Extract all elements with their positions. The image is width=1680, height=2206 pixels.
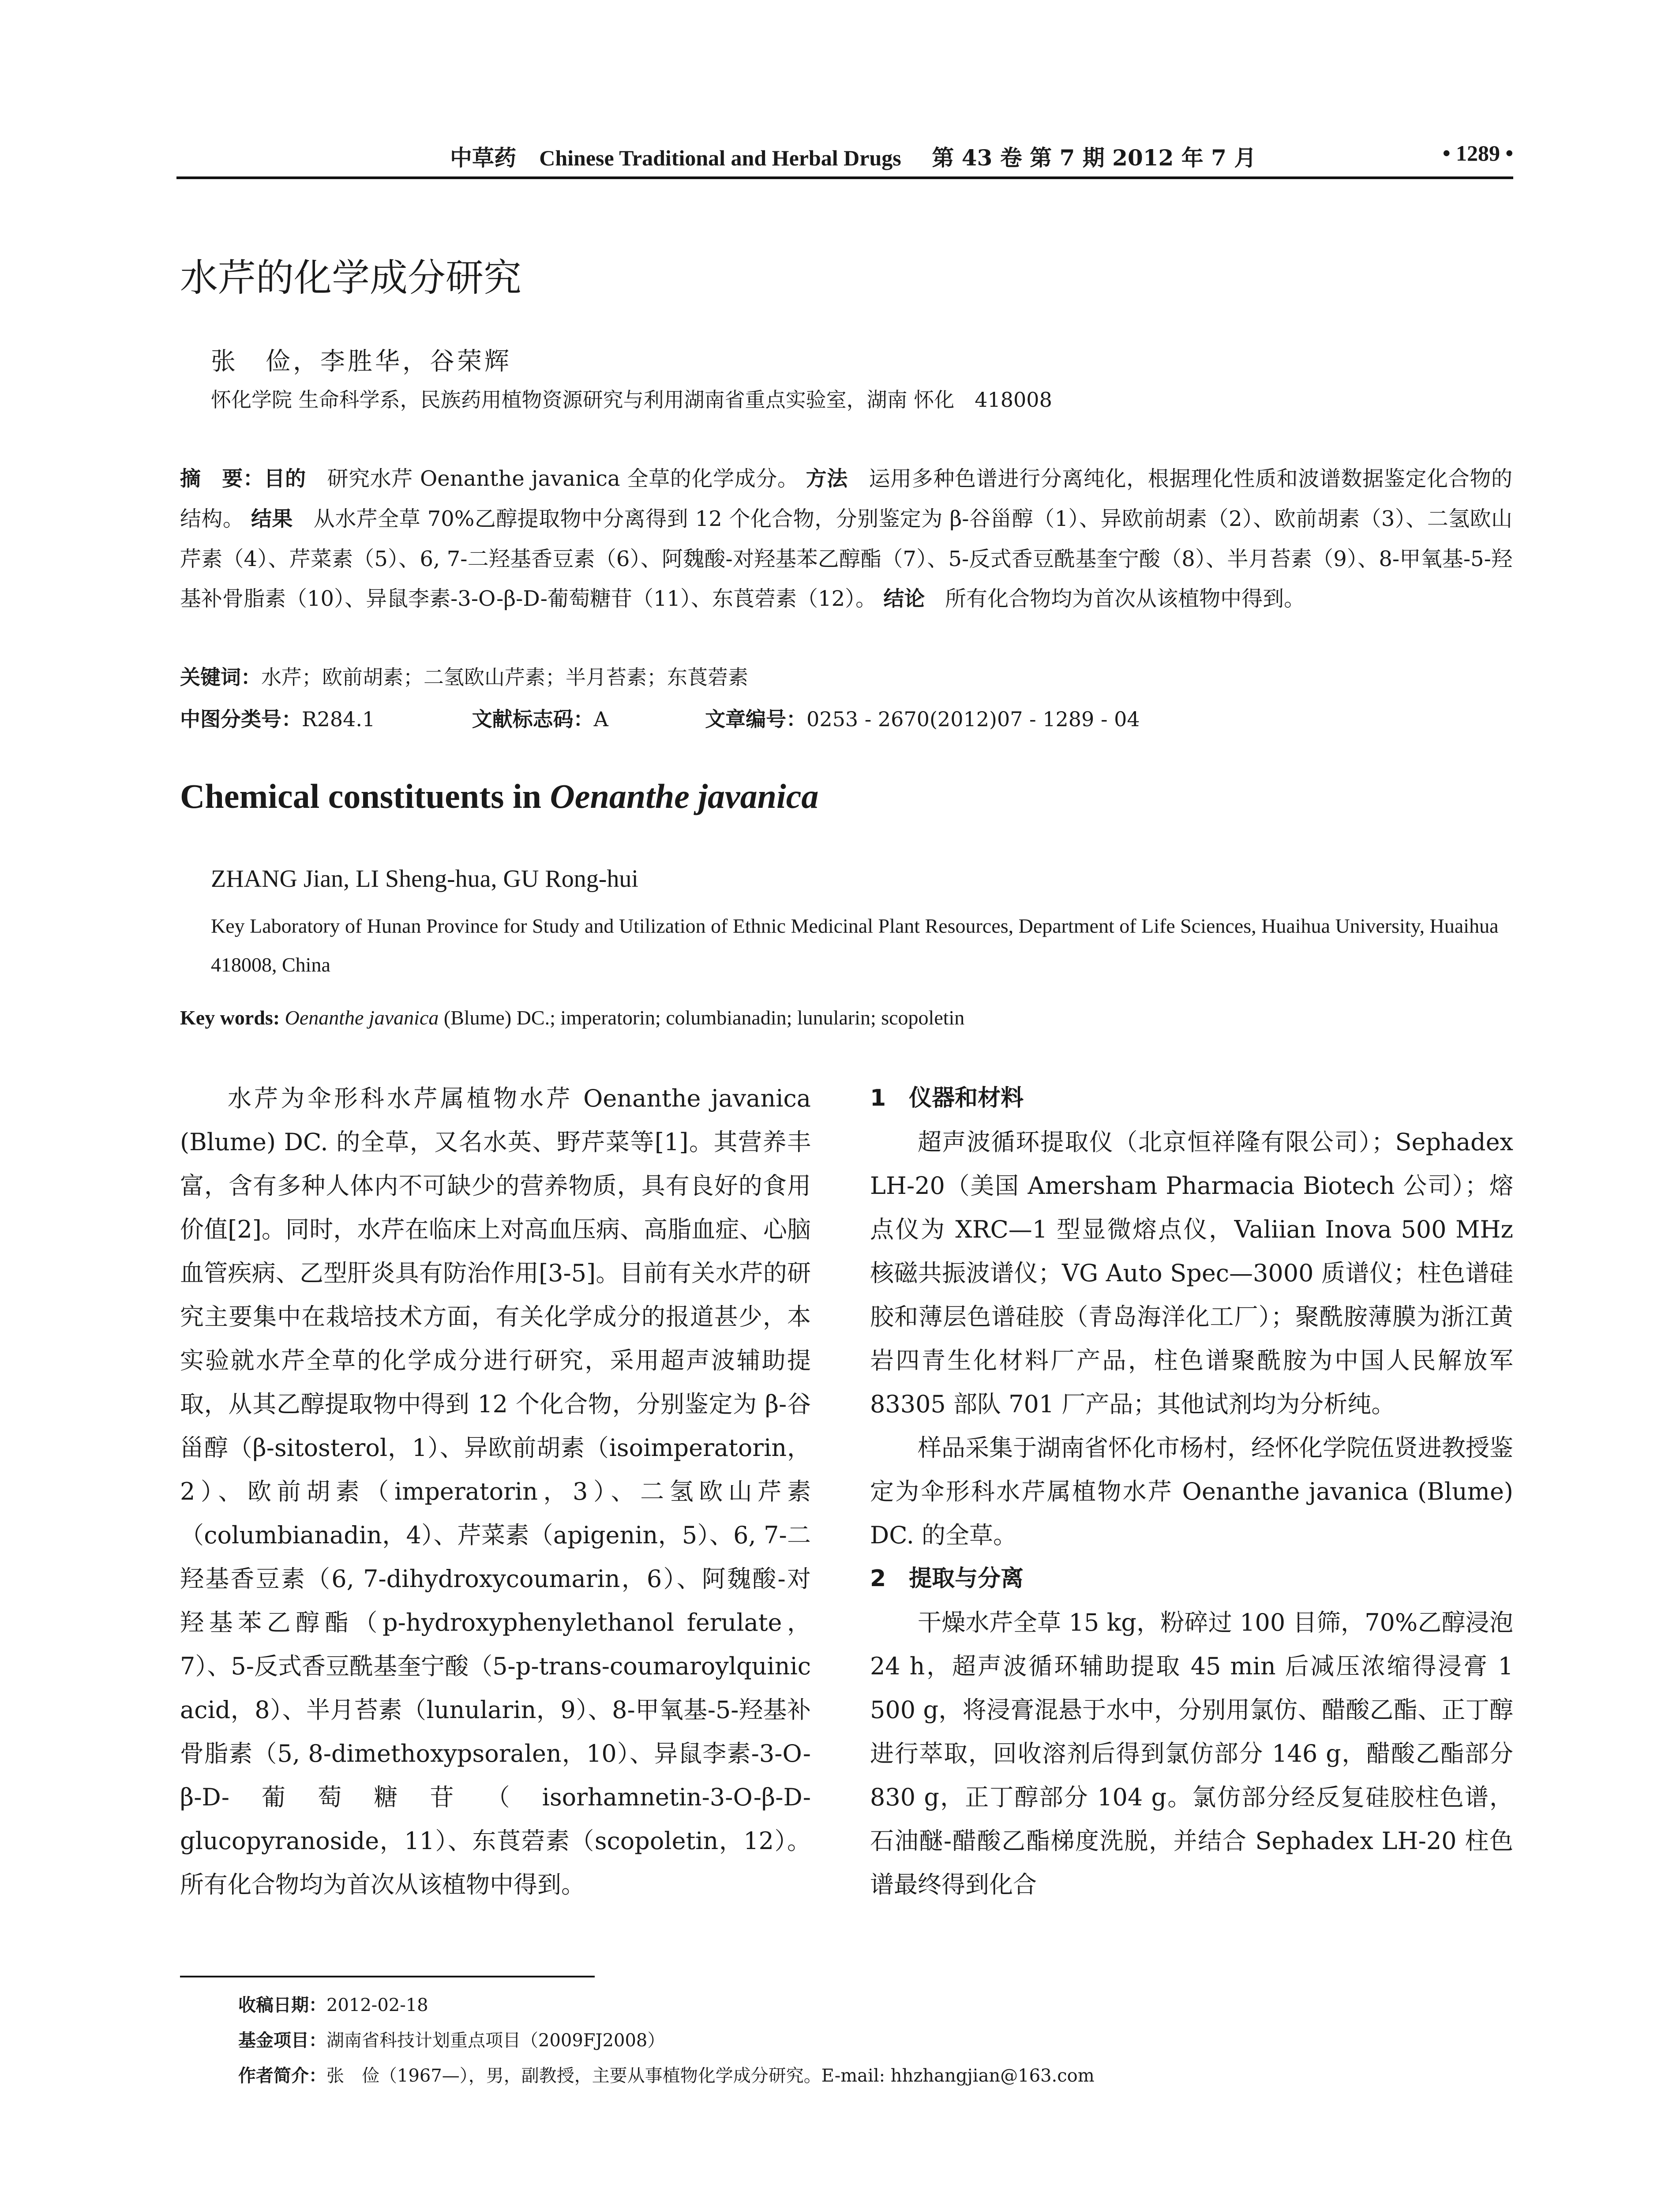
footnotes (238, 1988, 1095, 2093)
author-bio-label: 作者简介： (238, 2066, 326, 2086)
authors-cn: 张 俭，李胜华，谷荣辉 (211, 347, 512, 376)
keywords-cn-text: 水芹；欧前胡素；二氢欧山芹素；半月苔素；东莨菪素 (261, 665, 748, 689)
keywords-en (180, 1006, 1512, 1029)
intro-paragraph: 水芹为伞形科水芹属植物水芹 Oenanthe javanica (Blume) DC. 的全草，又名水英、野芹菜等[1]。其营养丰富，含有多种人体内不可缺少的营养物质，具有良好的食用价值[2]。同时，水芹在临床上对高血压病、高脂血症、心脑血管疾病、乙型肝炎具有防治作用[3-5]。目前有关水芹的研究主要集中在栽培技术方面，有关化学成分的报道甚少，本实验就水芹全草的化学成分进行研究，采用超声波辅助提取，从其乙醇提取物中得到 12 个化合物，分别鉴定为 β-谷甾醇（β-sitosterol，1）、异欧前胡素（isoimperatorin，2）、欧前胡素（imperatorin，3）、二氢欧山芹素（columbianadin，4）、芹菜素（apigenin，5）、6, 7-二羟基香豆素（6, 7-dihydroxycoumarin，6）、阿魏酸-对羟基苯乙醇酯（p-hydroxyphenylethanol ferulate，7）、5-反式香豆酰基奎宁酸（5-p-trans-coumaroylquinic acid，8）、半月苔素（lunularin，9）、8-甲氧基-5-羟基补骨脂素（5, 8-dimethoxypsoralen，10）、异鼠李素-3-O-β-D-葡萄糖苷（isorhamnetin-3-O-β-D-glucopyranoside，11）、东莨菪素（scopoletin，12）。所有化合物均为首次从该植物中得到。 (180, 1084, 811, 1898)
abstract-cn (180, 459, 1512, 619)
journal-header (450, 140, 1256, 172)
footnote-rule (180, 1976, 595, 1977)
footnote-fund (238, 2023, 1095, 2058)
results-text: 从水芹全草 70%乙醇提取物中分离得到 12 个化合物，分别鉴定为 β-谷甾醇（1）、异欧前胡素（2）、欧前胡素（3）、二氢欧山芹素（4）、芹菜素（5）、6, 7-二羟基香豆素（6）、阿魏酸-对羟基苯乙醇酯（7）、5-反式香豆酰基奎宁酸（8）、半月苔素（9）、8-甲氧基-5-羟基补骨脂素（10）、异鼠李素-3-O-β-D-葡萄糖苷（11）、东莨菪素（12）。 (180, 506, 1512, 611)
keywords-en-rest: (Blume) DC.; imperatorin; columbianadin; lunularin; scopoletin (439, 1006, 965, 1029)
section-2-paragraph-1: 干燥水芹全草 15 kg，粉碎过 100 目筛，70%乙醇浸泡 24 h，超声波循环辅助提取 45 min 后减压浓缩得浸膏 1 500 g，将浸膏混悬于水中，分别用氯仿、醋酸乙酯、正丁醇进行萃取，回收溶剂后得到氯仿部分 146 g，醋酸乙酯部分 830 g，正丁醇部分 104 g。氯仿部分经反复硅胶柱色谱，石油醚-醋酸乙酯梯度洗脱，并结合 Sephadex LH-20 柱色谱最终得到化合 (870, 1609, 1513, 1898)
conclusion-text: 所有化合物均为首次从该植物中得到。 (945, 586, 1305, 611)
clc-value: R284.1 (302, 707, 375, 731)
title-en-species: Oenanthe javanica (550, 777, 819, 815)
article-no-value: 0253 - 2670(2012)07 - 1289 - 04 (806, 707, 1140, 731)
footnote-author (238, 2058, 1095, 2093)
fund-label: 基金项目： (238, 2030, 326, 2051)
section-1-paragraph-1: 超声波循环提取仪（北京恒祥隆有限公司）；Sephadex LH-20（美国 Amersham Pharmacia Biotech 公司）；熔点仪为 XRC—1 型显微熔点仪，Valiian Inova 500 MHz 核磁共振波谱仪；VG Auto Spec—3000 质谱仪；柱色谱硅胶和薄层色谱硅胶（青岛海洋化工厂）；聚酰胺薄膜为浙江黄岩四青生化材料厂产品，柱色谱聚酰胺为中国人民解放军 83305 部队 701 厂产品；其他试剂均为分析纯。 (870, 1128, 1513, 1418)
methods-label: 方法 (806, 467, 848, 491)
results-label: 结果 (251, 507, 293, 531)
received-label: 收稿日期： (238, 1995, 326, 2015)
article-title-en (180, 777, 818, 816)
methods-text: 运用多种色谱进行分离纯化，根据理化性质和波谱数据鉴定化合物的结构。 (180, 466, 1512, 531)
footnote-received (238, 1988, 1095, 2023)
body-column-left (180, 1077, 811, 1906)
authors-en: ZHANG Jian, LI Sheng-hua, GU Rong-hui (211, 865, 638, 893)
header-rule (176, 176, 1513, 179)
section-2-heading: 2 提取与分离 (870, 1565, 1024, 1592)
title-en-plain: Chemical constituents in (180, 777, 550, 815)
fund-text: 湖南省科技计划重点项目（2009FJ2008） (326, 2030, 665, 2051)
received-date: 2012-02-18 (326, 1995, 428, 2015)
keywords-en-species: Oenanthe javanica (285, 1006, 439, 1029)
keywords-cn (180, 657, 748, 697)
classification-line (180, 699, 1504, 739)
clc-label: 中图分类号： (180, 707, 302, 731)
journal-issue: 第 43 卷 第 7 期 2012 年 7 月 (932, 145, 1256, 171)
section-1-paragraph-2: 样品采集于湖南省怀化市杨村，经怀化学院伍贤进教授鉴定为伞形科水芹属植物水芹 Oenanthe javanica (Blume) DC. 的全草。 (870, 1434, 1513, 1549)
doc-code-label: 文献标志码： (472, 707, 594, 731)
journal-name-en: Chinese Traditional and Herbal Drugs (539, 146, 901, 170)
page-number: • 1289 • (1442, 141, 1513, 165)
keywords-cn-label: 关键词： (180, 665, 261, 689)
body-column-right (870, 1077, 1513, 1906)
running-header (176, 140, 1513, 180)
objective-text: 研究水芹 Oenanthe javanica 全草的化学成分。 (327, 466, 799, 491)
journal-name-cn: 中草药 (450, 145, 516, 171)
affiliation-en: Key Laboratory of Hunan Province for Study and Utilization of Ethnic Medicinal Plant Resources, Department of Life Sciences, Huaihua University, Huaihua 418008, China (211, 915, 1499, 976)
abstract-label: 摘 要： (180, 467, 264, 491)
article-title-cn: 水芹的化学成分研究 (180, 256, 521, 300)
doc-code-value: A (593, 707, 608, 731)
section-1-heading: 1 仪器和材料 (870, 1085, 1024, 1111)
author-bio-text: 张 俭（1967—），男，副教授，主要从事植物化学成分研究。E-mail: hhzhangjian@163.com (326, 2066, 1095, 2086)
keywords-en-label: Key words: (180, 1006, 280, 1029)
conclusion-label: 结论 (883, 587, 925, 611)
article-no-label: 文章编号： (705, 707, 807, 731)
objective-label: 目的 (264, 467, 306, 491)
affiliation-cn: 怀化学院 生命科学系，民族药用植物资源研究与利用湖南省重点实验室，湖南 怀化 418008 (211, 388, 1052, 412)
